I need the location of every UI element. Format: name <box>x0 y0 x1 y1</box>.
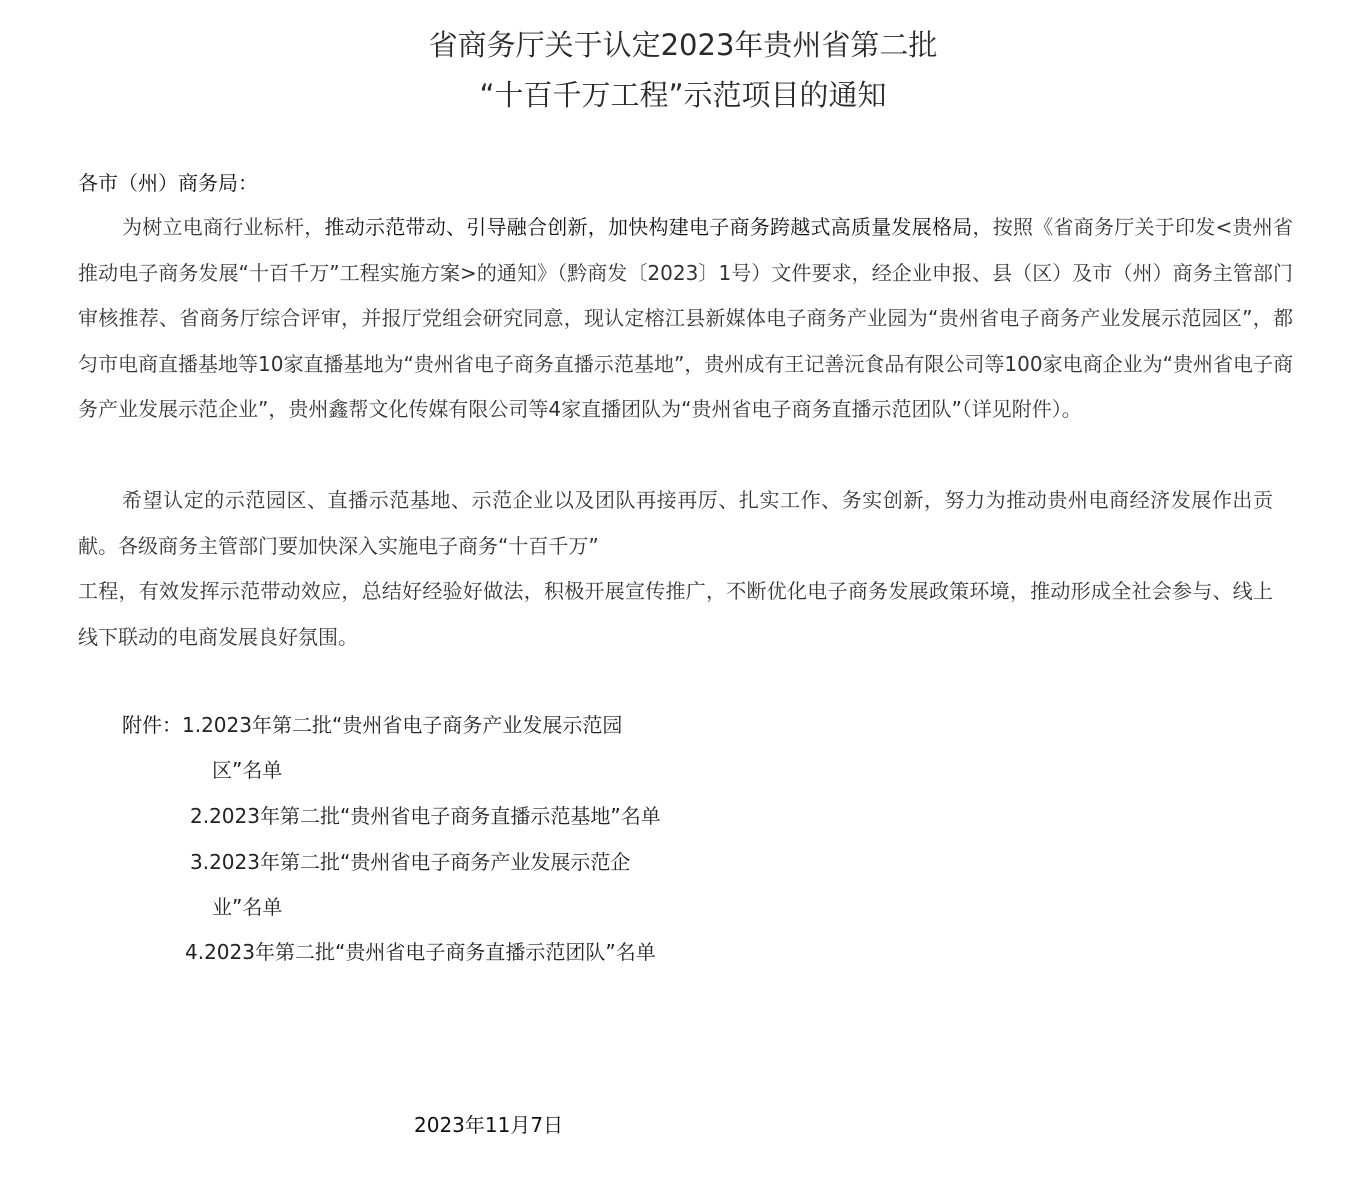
paragraph-2-text-a: 希望认定的示范园区、直播示范基地、示范企业以及团队再接再厉、扎实工作、务实创新，努力为推动贵州电商经济发展作出贡献。各级商务主管部门要加快深入实施电子商务“十百千万” <box>78 488 1273 558</box>
attachment-1-line-2: 区”名单 <box>212 758 283 782</box>
paragraph-1-text-b: ，按照《省商务厅关于印发<贵州省推动电子商务发展“十百千万”工程实施方案>的通知》（黔商发〔2023〕1号）文件要求，经企业申报、县（区）及市（州）商务主管部门审核推荐、省商务厅综合评审，并报厅党组会研究同意，现认定榕江县新媒体电子商务产业园为“贵州省电子商务产业发展示范园区”，都匀市电商直播基地等10家直播基地为“贵州省电子商务直播示范基地”，贵州成有王记善沅食品有限公司等100家电商企业为“贵州省电子商务产业发展示范企业”，贵州鑫帮文化传媒有限公司等4家直播团队为“贵州省电子商务直播示范团队”（详见附件）。 <box>78 215 1294 421</box>
attachment-item-3: 3.2023年第二批“贵州省电子商务产业发展示范企 <box>190 850 631 874</box>
title-line-2: “十百千万工程”示范项目的通知 <box>479 78 887 112</box>
paragraph-1-text-a: 为树立电商行业标杆， <box>122 215 325 239</box>
document-date: 2023年11月7日 <box>414 1113 564 1137</box>
body-paragraph-1 <box>78 205 1293 433</box>
salutation: 各市（州）商务局： <box>78 171 258 195</box>
attachment-1-line-1: 1.2023年第二批“贵州省电子商务产业发展示范园 <box>182 713 623 737</box>
attachments-label: 附件： <box>122 713 182 737</box>
attachment-item-2: 2.2023年第二批“贵州省电子商务直播示范基地”名单 <box>190 804 661 828</box>
body-paragraph-2 <box>78 478 1273 660</box>
attachment-3-line-2: 业”名单 <box>212 895 283 919</box>
paragraph-2-text-b: 工程，有效发挥示范带动效应，总结好经验好做法，积极开展宣传推广，不断优化电子商务发展政策环境，推动形成全社会参与、线上线下联动的电商发展良好氛围。 <box>78 579 1273 649</box>
paragraph-1-emphasis: 推动示范带动、引导融合创新，加快构建电子商务跨越式高质量发展格局 <box>324 215 973 239</box>
attachment-item-1 <box>122 708 622 742</box>
attachment-item-4: 4.2023年第二批“贵州省电子商务直播示范团队”名单 <box>185 940 656 964</box>
title-line-1: 省商务厅关于认定2023年贵州省第二批 <box>428 28 938 62</box>
